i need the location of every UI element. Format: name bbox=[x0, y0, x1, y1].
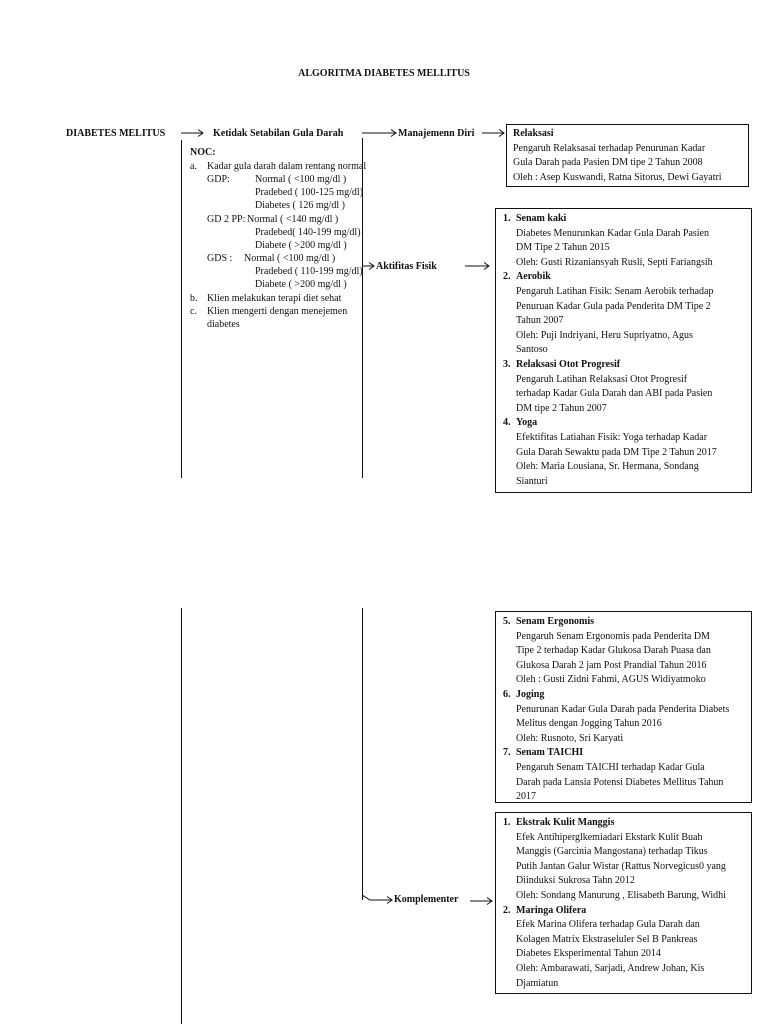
reference-line: Penurunan Kadar Gula Darah pada Penderita Diabets bbox=[516, 703, 730, 715]
reference-line: Oleh : Gusti Zidni Fahmi, AGUS Widiyatmoko bbox=[516, 674, 706, 686]
reference-line: Pengaruh Senam Ergonomis pada Penderita DM bbox=[516, 630, 710, 642]
problem-node: Ketidak Setabilan Gula Darah bbox=[213, 128, 344, 139]
reference-line: Djamiatun bbox=[516, 977, 559, 989]
item-heading: Ekstrak Kulit Manggis bbox=[516, 817, 615, 828]
connector-left-upper bbox=[181, 140, 182, 478]
relaksasi-heading: Relaksasi bbox=[513, 128, 554, 139]
reference-line: Santoso bbox=[516, 344, 548, 356]
reference-line: Oleh: Sondang Manurung , Elisabeth Barung, Widhi bbox=[516, 889, 726, 901]
aktifitas-box-continued bbox=[495, 611, 752, 803]
arrow-manajemen-to-relaksasi bbox=[482, 128, 506, 138]
item-number: 2. bbox=[503, 904, 511, 916]
reference-line: Efek Antihiperglkemiadari Ekstark Kulit Buah bbox=[516, 831, 703, 843]
noc-c-text: Klien mengerti dengan menejemen bbox=[207, 306, 348, 317]
noc-b-text: Klien melakukan terapi diet sehat bbox=[207, 293, 342, 304]
gd2pp-label: GD 2 PP: bbox=[207, 214, 246, 225]
item-heading: Yoga bbox=[516, 417, 538, 429]
item-heading: Aerobik bbox=[516, 271, 551, 283]
reference-line: DM Tipe 2 Tahun 2015 bbox=[516, 242, 610, 254]
root-node: DIABETES MELITUS bbox=[66, 128, 166, 139]
gd2pp-pradebed: Pradebed( 140-199 mg/dl) bbox=[255, 227, 361, 238]
item-heading: Senam kaki bbox=[516, 213, 567, 224]
gd2pp-normal: Normal ( <140 mg/dl ) bbox=[247, 214, 339, 225]
noc-heading: NOC: bbox=[190, 147, 216, 158]
reference-line: Darah pada Lansia Potensi Diabetes Mellitus Tahun bbox=[516, 776, 724, 788]
reference-item-heading bbox=[503, 416, 745, 431]
reference-line: Pengaruh Senam TAICHI terhadap Kadar Gula bbox=[516, 761, 705, 773]
arrow-root-to-problem bbox=[181, 128, 205, 138]
item-heading: Joging bbox=[516, 688, 545, 700]
reference-item-heading bbox=[503, 904, 745, 919]
branch-aktifitas: Aktifitas Fisik bbox=[376, 261, 437, 272]
reference-line: Pengaruh Latihan Relaksasi Otot Progresif bbox=[516, 373, 688, 385]
reference-line: Oleh: Maria Lousiana, Sr. Hermana, Sondang bbox=[516, 461, 699, 473]
reference-line: Manggis (Garcinia Mangostana) terhadap Tikus bbox=[516, 846, 708, 858]
connector-left-lower bbox=[181, 608, 182, 1024]
item-number: 4. bbox=[503, 417, 511, 429]
item-heading: Senam Ergonomis bbox=[516, 616, 595, 627]
noc-a-text: Kadar gula darah dalam rentang normal bbox=[207, 161, 367, 172]
reference-line: DM tipe 2 Tahun 2007 bbox=[516, 402, 607, 414]
reference-line: Efektifitas Latiahan Fisik: Yoga terhadap Kadar bbox=[516, 431, 708, 443]
gdp-normal: Normal ( <100 mg/dl ) bbox=[255, 174, 347, 185]
reference-item-heading bbox=[503, 358, 745, 373]
gdp-diabetes: Diabetes ( 126 mg/dl ) bbox=[255, 200, 345, 211]
reference-line: Oleh: Rusnoto, Sri Karyati bbox=[516, 732, 624, 744]
gds-diabete: Diabete ( >200 mg/dl ) bbox=[255, 279, 347, 290]
reference-item-heading bbox=[503, 270, 745, 285]
reference-line: 2017 bbox=[516, 791, 536, 803]
reference-line: Oleh: Puji Indriyani, Heru Supriyatno, Agus bbox=[516, 329, 693, 341]
reference-line: Oleh: Ambarawati, Sarjadi, Andrew Johan, Kis bbox=[516, 962, 705, 974]
item-number: 6. bbox=[503, 688, 511, 700]
reference-line: Putih Jantan Galur Wistar (Rattus Norvegicus0 yang bbox=[516, 860, 726, 872]
item-number: 5. bbox=[503, 616, 511, 627]
arrow-to-komplementer bbox=[362, 895, 394, 905]
gdp-pradebed: Pradebed ( 100-125 mg/dl) bbox=[255, 187, 364, 198]
reference-line: Tipe 2 terhadap Kadar Glukosa Darah Puasa dan bbox=[516, 645, 711, 657]
reference-line: Efek Marina Olifera terhadap Gula Darah dan bbox=[516, 919, 700, 931]
reference-line: Gula Darah Sewaktu pada DM Tipe 2 Tahun 2017 bbox=[516, 446, 717, 458]
arrow-aktifitas-to-box bbox=[465, 261, 491, 271]
reference-line: Glukosa Darah 2 jam Post Prandial Tahun 2016 bbox=[516, 659, 707, 671]
branch-manajemen: Manajemenn Diri bbox=[398, 128, 475, 139]
komplementer-box bbox=[495, 812, 752, 994]
gd2pp-diabete: Diabete ( >200 mg/dl ) bbox=[255, 240, 347, 251]
reference-item-heading bbox=[503, 746, 745, 761]
noc-c-text2: diabetes bbox=[207, 319, 240, 330]
arrow-problem-to-manajemen bbox=[362, 128, 398, 138]
branch-komplementer: Komplementer bbox=[394, 894, 459, 905]
reference-line: Sianturi bbox=[516, 475, 548, 487]
noc-c-marker: c. bbox=[190, 306, 197, 317]
reference-line: Pengaruh Latihan Fisik: Senam Aerobik terhadap bbox=[516, 285, 714, 297]
arrow-to-aktifitas bbox=[362, 261, 376, 271]
connector-right-lower bbox=[362, 608, 363, 900]
aktifitas-box bbox=[495, 208, 752, 493]
noc-a-marker: a. bbox=[190, 161, 197, 172]
page-title: ALGORITMA DIABETES MELLITUS bbox=[298, 68, 470, 79]
relaksasi-line: Pengaruh Relaksasai terhadap Penurunan Kadar bbox=[513, 142, 706, 154]
reference-line: terhadap Kadar Gula Darah dan ABI pada Pasien bbox=[516, 388, 713, 400]
reference-line: Tahun 2007 bbox=[516, 315, 564, 327]
relaksasi-line: Gula Darah pada Pasien DM tipe 2 Tahun 2008 bbox=[513, 157, 703, 169]
gds-normal: Normal ( <100 mg/dl ) bbox=[244, 253, 336, 264]
gdp-label: GDP: bbox=[207, 174, 230, 185]
item-number: 1. bbox=[503, 817, 511, 828]
gds-label: GDS : bbox=[207, 253, 233, 264]
noc-b-marker: b. bbox=[190, 293, 198, 304]
reference-line: Melitus dengan Jogging Tahun 2016 bbox=[516, 718, 662, 730]
arrow-komplementer-to-box bbox=[470, 896, 494, 906]
item-heading: Relaksasi Otot Progresif bbox=[516, 358, 621, 370]
reference-item-heading bbox=[503, 212, 745, 227]
reference-line: Diinduksi Sukrosa Tahn 2012 bbox=[516, 875, 635, 887]
reference-line: Diabetes Eksperimental Tahun 2014 bbox=[516, 948, 661, 960]
relaksasi-line: Oleh : Asep Kuswandi, Ratna Sitorus, Dewi Gayatri bbox=[513, 171, 722, 183]
relaksasi-box bbox=[506, 124, 749, 187]
reference-line: Penuruan Kadar Gula pada Penderita DM Tipe 2 bbox=[516, 300, 711, 312]
reference-item-heading bbox=[503, 615, 745, 630]
reference-item-heading bbox=[503, 816, 745, 831]
reference-line: Oleh: Gusti Rizaniansyah Rusli, Septi Fariangsih bbox=[516, 256, 713, 268]
reference-line: Diabetes Menurunkan Kadar Gula Darah Pasien bbox=[516, 227, 709, 239]
item-number: 1. bbox=[503, 213, 511, 224]
gds-pradebed: Pradebed ( 110-199 mg/dl) bbox=[255, 266, 363, 277]
item-number: 7. bbox=[503, 747, 511, 759]
item-number: 2. bbox=[503, 271, 511, 283]
item-heading: Maringa Olifera bbox=[516, 904, 587, 916]
reference-item-heading bbox=[503, 688, 745, 703]
item-number: 3. bbox=[503, 358, 511, 370]
item-heading: Senam TAICHI bbox=[516, 747, 584, 759]
reference-line: Kolagen Matrix Ekstraseluler Sel B Pankreas bbox=[516, 933, 698, 945]
